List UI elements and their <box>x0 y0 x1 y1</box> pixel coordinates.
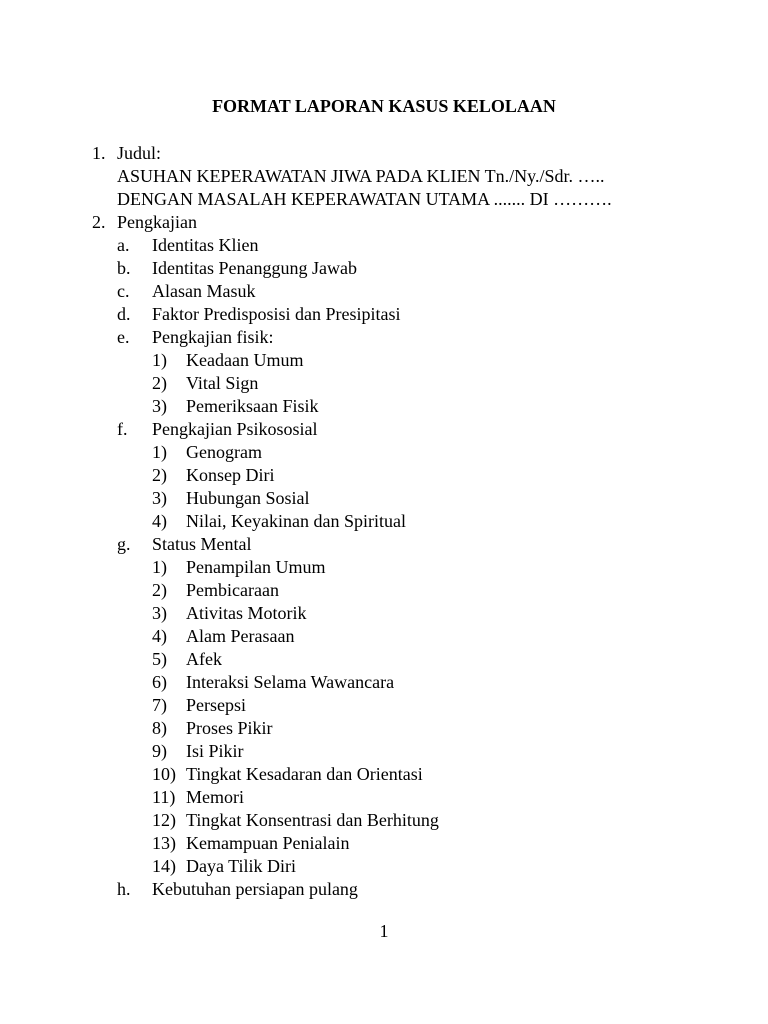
sub-item-label: Afek <box>186 649 222 669</box>
sub-list-item <box>0 395 768 418</box>
list-item <box>0 234 768 257</box>
sub-list-item <box>0 556 768 579</box>
list-marker: 11) <box>152 787 176 807</box>
section-label: Judul: <box>117 143 162 163</box>
sub-item-label: Proses Pikir <box>186 718 273 738</box>
list-marker: 5) <box>152 649 167 669</box>
document-title: FORMAT LAPORAN KASUS KELOLAAN <box>212 96 556 116</box>
item-label: Faktor Predisposisi dan Presipitasi <box>152 304 401 324</box>
list-marker: 6) <box>152 672 167 692</box>
sub-item-label: Ativitas Motorik <box>186 603 307 623</box>
section-1-heading <box>0 142 768 165</box>
list-item <box>0 326 768 349</box>
sub-list-item <box>0 832 768 855</box>
title-line-1 <box>0 165 768 188</box>
list-marker: f. <box>117 419 128 439</box>
list-marker: 10) <box>152 764 176 784</box>
list-marker: 12) <box>152 810 176 830</box>
sub-item-label: Konsep Diri <box>186 465 275 485</box>
list-item <box>0 280 768 303</box>
list-marker: 13) <box>152 833 176 853</box>
list-marker: 2) <box>152 373 167 393</box>
sub-list-item <box>0 786 768 809</box>
item-label: Identitas Klien <box>152 235 259 255</box>
sub-item-label: Keadaan Umum <box>186 350 304 370</box>
list-marker: 4) <box>152 626 167 646</box>
sub-list-item <box>0 855 768 878</box>
list-marker: h. <box>117 879 131 899</box>
list-item <box>0 257 768 280</box>
sub-list-item <box>0 717 768 740</box>
sub-item-label: Tingkat Konsentrasi dan Berhitung <box>186 810 439 830</box>
sub-item-label: Tingkat Kesadaran dan Orientasi <box>186 764 423 784</box>
title-text: ASUHAN KEPERAWATAN JIWA PADA KLIEN Tn./Ny./Sdr. ….. <box>117 166 605 186</box>
list-marker: 1) <box>152 557 167 577</box>
sub-list-item <box>0 602 768 625</box>
sub-list-item <box>0 740 768 763</box>
sub-item-label: Isi Pikir <box>186 741 244 761</box>
section-label: Pengkajian <box>117 212 197 232</box>
list-marker: 2) <box>152 580 167 600</box>
sub-item-label: Genogram <box>186 442 262 462</box>
title-text: DENGAN MASALAH KEPERAWATAN UTAMA ....... DI ………. <box>117 189 612 209</box>
list-marker: 1) <box>152 350 167 370</box>
sub-item-label: Persepsi <box>186 695 246 715</box>
sub-list-item <box>0 809 768 832</box>
sub-item-label: Daya Tilik Diri <box>186 856 297 876</box>
list-marker: 3) <box>152 396 167 416</box>
list-marker: g. <box>117 534 131 554</box>
sub-item-label: Memori <box>186 787 244 807</box>
item-label: Pengkajian fisik: <box>152 327 274 347</box>
sub-item-label: Hubungan Sosial <box>186 488 310 508</box>
list-marker: c. <box>117 281 130 301</box>
sub-item-label: Nilai, Keyakinan dan Spiritual <box>186 511 406 531</box>
sub-list-item <box>0 464 768 487</box>
sub-item-label: Penampilan Umum <box>186 557 326 577</box>
list-marker: 2. <box>92 212 106 232</box>
list-marker: b. <box>117 258 131 278</box>
sub-item-label: Vital Sign <box>186 373 259 393</box>
sub-item-label: Pemeriksaan Fisik <box>186 396 319 416</box>
list-marker: 8) <box>152 718 167 738</box>
list-marker: 2) <box>152 465 167 485</box>
document-body <box>0 142 768 901</box>
item-label: Pengkajian Psikososial <box>152 419 318 439</box>
list-marker: 7) <box>152 695 167 715</box>
list-marker: 14) <box>152 856 176 876</box>
list-marker: d. <box>117 304 131 324</box>
list-marker: 3) <box>152 603 167 623</box>
sub-list-item <box>0 487 768 510</box>
list-item <box>0 418 768 441</box>
sub-list-item <box>0 372 768 395</box>
list-marker: 1. <box>92 143 106 163</box>
page-number: 1 <box>379 921 389 941</box>
sub-list-item <box>0 579 768 602</box>
list-marker: 4) <box>152 511 167 531</box>
list-marker: 1) <box>152 442 167 462</box>
sub-list-item <box>0 694 768 717</box>
sub-list-item <box>0 648 768 671</box>
sub-item-label: Pembicaraan <box>186 580 279 600</box>
item-label: Kebutuhan persiapan pulang <box>152 879 358 899</box>
item-label: Alasan Masuk <box>152 281 256 301</box>
list-item <box>0 533 768 556</box>
section-2-heading <box>0 211 768 234</box>
list-item <box>0 303 768 326</box>
list-marker: 9) <box>152 741 167 761</box>
sub-list-item <box>0 349 768 372</box>
sub-list-item <box>0 441 768 464</box>
sub-list-item <box>0 625 768 648</box>
title-line-2 <box>0 188 768 211</box>
sub-list-item <box>0 671 768 694</box>
list-marker: a. <box>117 235 130 255</box>
list-marker: 3) <box>152 488 167 508</box>
item-label: Status Mental <box>152 534 252 554</box>
sub-item-label: Alam Perasaan <box>186 626 295 646</box>
item-label: Identitas Penanggung Jawab <box>152 258 357 278</box>
sub-item-label: Interaksi Selama Wawancara <box>186 672 395 692</box>
sub-item-label: Kemampuan Penialain <box>186 833 350 853</box>
list-item <box>0 878 768 901</box>
sub-list-item <box>0 510 768 533</box>
sub-list-item <box>0 763 768 786</box>
list-marker: e. <box>117 327 130 347</box>
